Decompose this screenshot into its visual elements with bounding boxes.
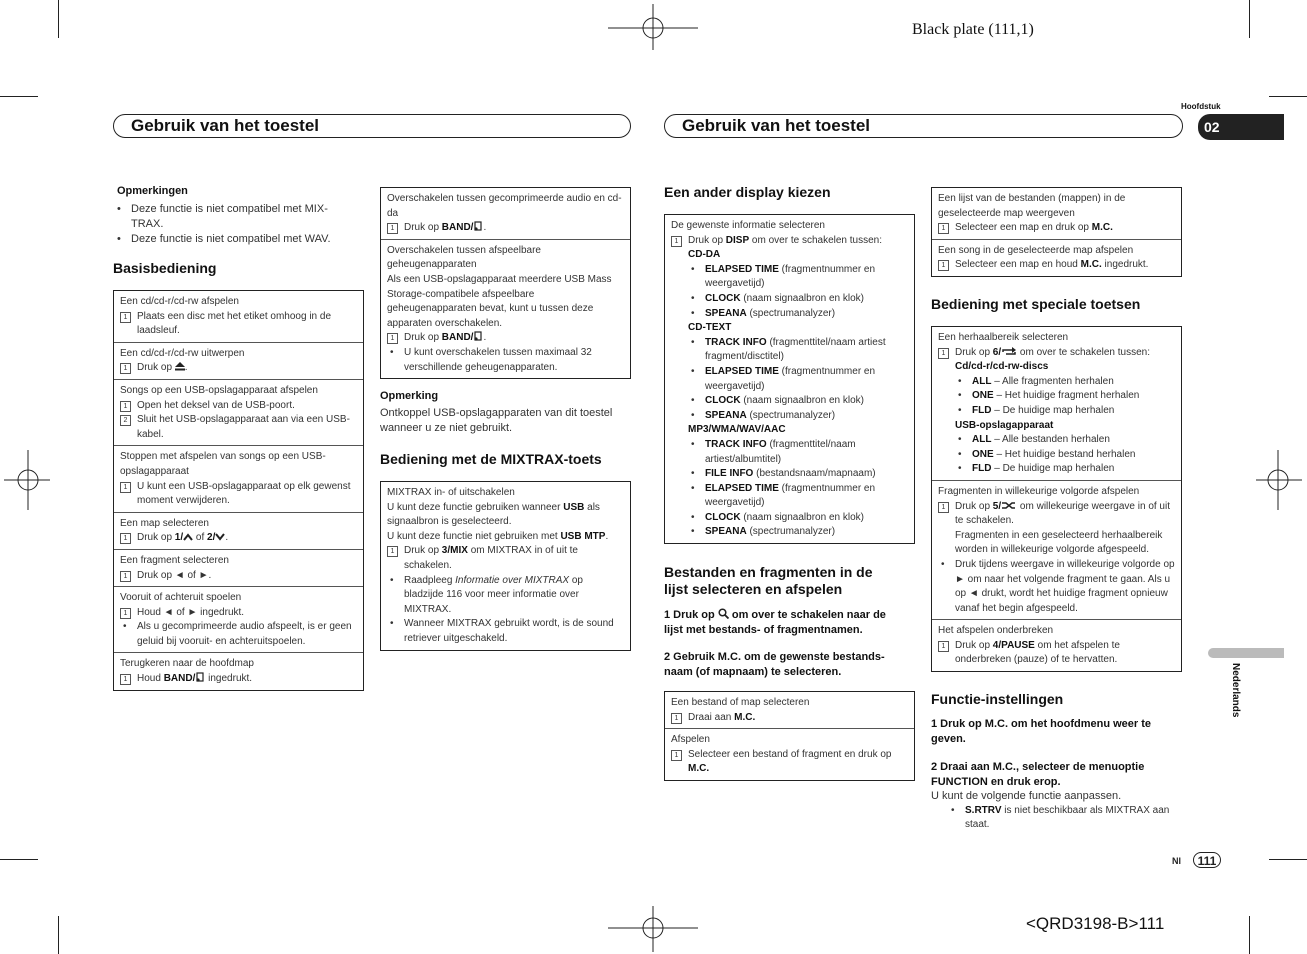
shuffle-icon [1001,501,1017,510]
step-item: 1 Selecteer een map en druk op M.C. [938,221,1175,236]
table-cell [114,652,363,689]
cell-title: Vooruit of achteruit spoelen [120,592,242,604]
item-key: CLOCK [705,511,741,523]
item-text: – Het huidige bestand herhalen [993,448,1136,460]
item-key: ELAPSED TIME [705,482,779,494]
step-number: 1 [387,546,398,557]
item-key: FLD [972,463,992,475]
plate-label: Black plate (111,1) [912,21,1034,38]
chevron-down-icon [215,533,225,541]
list-item [938,389,1175,404]
table-cell [114,445,363,511]
item-key: SPEANA [705,409,747,421]
table-cell [665,215,914,543]
item-text: (spectrumanalyzer) [746,526,836,538]
item-key: SPEANA [705,526,747,538]
step-number: 1 [120,533,131,544]
step-item: 1 U kunt een USB-opslagapparaat op elk gewenst moment verwijderen. [120,480,357,509]
registration-mark-bottom [608,906,698,952]
table-cell [932,327,1181,480]
list-item [671,511,908,526]
instruction-step-1: 1 Druk op om over te schakelen naar de lijst met bestands- of fragmentnamen. [664,609,886,636]
step-number: 1 [671,750,682,761]
bullet-item: • U kunt overschakelen tussen maximaal 32 verschillende geheugenapparaten. [387,346,624,375]
mode-table [380,187,631,379]
step-item: 1 Houd BAND/ ingedrukt. [120,672,357,687]
group-list [671,336,908,424]
step-item: 1 Druk op BAND/ . [387,331,624,346]
table-cell [932,239,1181,276]
item-text: – Het huidige fragment herhalen [993,390,1140,402]
table-cell [932,619,1181,671]
step-number: 1 [671,236,682,247]
step-item: 1 Druk op 6/ om over te schakelen tussen: [938,346,1175,361]
group-list [671,438,908,540]
list-item [671,482,908,511]
step-item: 1 Druk op 1/ of 2/ . [120,531,357,546]
item-text: (fragmentnummer en weergavetijd) [705,482,876,509]
step-item: 1 Druk op . [120,361,357,376]
note-title: Opmerking [380,390,439,402]
notes-list [114,202,349,247]
group-label: USB-opslagapparaat [955,419,1054,431]
item-key: FLD [972,404,992,416]
item-text: – De huidige map herhalen [991,463,1115,475]
table-cell [665,692,914,728]
list-item [671,467,908,482]
item-key: TRACK INFO [705,336,767,348]
note-item: • Deze functie is niet compatibel met MIX-TRAX. [114,202,349,232]
cell-title: Afspelen [671,734,710,746]
section-title-mixtrax: Bediening met de MIXTRAX-toets [380,451,602,467]
list-item [938,433,1175,448]
mixtrax-table [380,481,631,651]
table-cell [114,549,363,586]
step-item: 1 Druk op DISP om over te schakelen tussen: [671,234,908,249]
item-text: – De huidige map herhalen [991,404,1115,416]
step-item: 1 Houd ◄ of ► ingedrukt. [120,606,357,621]
table-cell [932,480,1181,619]
basis-table [113,290,364,691]
step-item: 1 Druk op 4/PAUSE om het afspelen te onderbreken (pauze) of te hervatten. [938,639,1175,668]
section-title-special: Bediening met speciale toetsen [931,296,1141,312]
function-intro: U kunt de volgende functie aanpassen. [931,790,1122,802]
group-label: CD-DA [688,249,721,261]
table-cell [114,342,363,379]
step-number: 1 [120,363,131,374]
item-text: (fragmenttitel/naam artiest/albumtitel) [705,438,856,465]
step-item: 1 Druk op 5/ om willekeurige weergave in of uit te schakelen. [938,500,1175,529]
cell-title: Stoppen met afspelen van songs op een USB-opslagapparaat [120,451,326,477]
step-item: 1 Draai aan M.C. [671,711,908,726]
cell-title: Overschakelen tussen gecomprimeerde audio en cd-da [387,193,622,219]
step-item: 1 Open het deksel van de USB-poort. [120,399,357,414]
registration-mark-top [608,4,698,50]
item-key: CLOCK [705,292,741,304]
chapter-label: Hoofdstuk [1181,102,1221,111]
repeat-icon [1001,347,1017,356]
cell-title: Een cd/cd-r/cd-rw afspelen [120,296,239,307]
language-label: Nederlands [1230,663,1241,718]
step-number: 1 [938,260,949,271]
section-title-basisbediening: Basisbediening [113,260,217,276]
cell-line: U kunt deze functie niet gebruiken met USB MTP. [387,530,609,542]
list-item [671,438,908,467]
item-key: ELAPSED TIME [705,263,779,275]
step-item: 1 Selecteer een map en houd M.C. ingedrukt. [938,258,1175,273]
item-key: ELAPSED TIME [705,365,779,377]
page-number: 111 [1193,852,1221,868]
music-note-icon [473,221,483,231]
page-header-left: Gebruik van het toestel [113,114,631,138]
list-item [938,462,1175,477]
step-item: 1 Druk op BAND/ . [387,221,624,236]
cell-title: Terugkeren naar de hoofdmap [120,658,254,670]
list-item [938,375,1175,390]
cell-title: Een cd/cd-r/cd-rw uitwerpen [120,347,245,359]
folder-table [931,187,1182,277]
bullet-item: • Druk tijdens weergave in willekeurige volgorde op ► om naar het volgende fragment te gaan. Als u op ◄ drukt, wordt het huidige fragment opnieuw vanaf het begin afgespeeld. [938,558,1175,616]
item-text: (spectrumanalyzer) [746,307,836,319]
bullet-item: • Wanneer MIXTRAX gebruikt wordt, is de sound retriever uitgeschakeld. [387,617,624,646]
item-text: (fragmenttitel/naam artiest fragment/disctitel) [705,336,886,363]
document-code: <QRD3198-B>111 [1026,914,1165,933]
step-number: 1 [938,641,949,652]
item-text: (bestandsnaam/mapnaam) [753,468,876,480]
list-item [671,394,908,409]
music-note-icon [473,331,483,341]
cell-title: Een song in de geselecteerde map afspelen [938,244,1134,256]
list-item [671,336,908,365]
search-icon [718,608,729,619]
step-number: 1 [120,401,131,412]
step-number: 1 [938,348,949,359]
step-item: 2 Sluit het USB-opslagapparaat aan via een USB-kabel. [120,413,357,442]
table-cell [381,482,630,650]
item-text: – Alle fragmenten herhalen [991,375,1114,387]
item-key: SPEANA [705,307,747,319]
section-title-functions: Functie-instellingen [931,691,1064,707]
item-key: CLOCK [705,395,741,407]
item-key: ONE [972,448,994,460]
registration-mark-left [4,450,50,510]
music-note-icon [195,672,205,682]
cell-title: Een bestand of map selecteren [671,697,810,708]
item-text: (naam signaalbron en klok) [740,511,864,523]
registration-mark-right [1256,450,1302,510]
cell-title: Songs op een USB-opslagapparaat afspelen [120,384,318,396]
group-list [938,433,1175,477]
step-item: 1 Plaats een disc met het etiket omhoog in de laadsleuf. [120,310,357,339]
cell-title: Een herhaalbereik selecteren [938,332,1069,343]
item-text: (naam signaalbron en klok) [740,292,864,304]
bullet-item: • Als u gecomprimeerde audio afspeelt, is er geen geluid bij vooruit- en achteruitspoelen. [120,620,357,649]
step-number: 1 [938,223,949,234]
step-number: 1 [387,333,398,344]
function-step-2: 2 Draai aan M.C., selecteer de menuoptie FUNCTION en druk erop. [931,761,1145,788]
cell-title: Een lijst van de bestanden (mappen) in de geselecteerde map weergeven [938,193,1126,219]
cell-title: Overschakelen tussen afspeelbare geheugenapparaten [387,244,541,271]
table-cell [665,728,914,780]
cell-title: Een fragment selecteren [120,554,229,566]
step-item: 1 Druk op 3/MIX om MIXTRAX in of uit te schakelen. [387,544,624,573]
list-item [671,263,908,292]
language-bar [1208,648,1284,658]
item-key: TRACK INFO [705,438,767,450]
table-cell [114,379,363,445]
item-text: – Alle bestanden herhalen [991,434,1110,446]
table-cell [114,512,363,549]
notes-title: Opmerkingen [117,185,188,197]
list-item [671,409,908,424]
chevron-up-icon [183,533,193,541]
step-number: 1 [120,674,131,685]
list-item [671,525,908,540]
special-table [931,326,1182,672]
step-number: 1 [671,713,682,724]
group-label: MP3/WMA/WAV/AAC [688,424,786,436]
list-item [671,365,908,394]
step-item: 1 Selecteer een bestand of fragment en druk op M.C. [671,748,908,777]
list-item [671,292,908,307]
step-number: 1 [120,608,131,619]
note-item: • Deze functie is niet compatibel met WAV. [114,232,349,247]
cell-title: MIXTRAX in- of uitschakelen [387,487,515,498]
item-text: (spectrumanalyzer) [746,409,836,421]
table-cell [114,586,363,652]
step-number: 1 [120,571,131,582]
footer-language: Nl [1172,856,1181,866]
instruction-step-2: 2 Gebruik M.C. om de gewenste bestands- naam (of mapnaam) te selecteren. [664,651,885,678]
cell-description: Als een USB-opslagapparaat meerdere USB Mass Storage-compatibele afspeelbare geheugenapparaten bevat, kunt u tussen deze apparaten overschakelen. [387,273,612,329]
group-list [671,263,908,321]
step-number: 1 [387,223,398,234]
cell-title: Fragmenten in willekeurige volgorde afspelen [938,485,1140,497]
step-item: 1 Druk op ◄ of ►. [120,569,357,584]
group-label: Cd/cd-r/cd-rw-discs [955,361,1049,373]
note-text: Ontkoppel USB-opslagapparaten van dit toestel wanneer u ze niet gebruikt. [380,407,613,434]
display-table [664,214,915,544]
cell-line: U kunt deze functie gebruiken wanneer USB als signaalbron is geselecteerd. [387,501,600,528]
step-number: 2 [120,415,131,426]
list-table [664,691,915,781]
group-list [938,375,1175,419]
table-cell [381,239,630,378]
bullet-item: • Raadpleeg Informatie over MIXTRAX op bladzijde 116 voor meer informatie over MIXTRAX. [387,574,624,618]
step-number: 1 [938,502,949,513]
section-title-display: Een ander display kiezen [664,184,831,200]
item-key: ALL [972,375,992,387]
group-label: CD-TEXT [688,322,732,334]
eject-icon [175,362,185,371]
step-number: 1 [120,312,131,323]
item-text: (fragmentnummer en weergavetijd) [705,365,876,392]
list-item [671,307,908,322]
list-item [938,404,1175,419]
function-step-1: 1 Druk op M.C. om het hoofdmenu weer te geven. [931,718,1152,745]
step-number: 1 [120,482,131,493]
function-note: • S.RTRV is niet beschikbaar als MIXTRAX aan staat. [931,804,1183,832]
cell-title: Het afspelen onderbreken [938,625,1054,637]
section-title-lists: Bestanden en fragmenten in de lijst selecteren en afspelen [664,564,873,597]
chapter-tab: 02 [1198,114,1284,140]
item-text: (fragmentnummer en weergavetijd) [705,263,876,290]
table-cell [114,291,363,342]
table-cell [381,188,630,239]
item-text: (naam signaalbron en klok) [740,395,864,407]
item-key: ALL [972,434,992,446]
cell-title: Een map selecteren [120,517,209,529]
item-key: FILE INFO [705,468,754,480]
step-detail: Fragmenten in een geselecteerd herhaalbereik worden in willekeurige volgorde afgespeeld. [955,529,1163,556]
item-key: ONE [972,390,994,402]
table-cell [932,188,1181,239]
cell-title: De gewenste informatie selecteren [671,220,825,231]
page-header-right: Gebruik van het toestel [664,114,1183,138]
list-item [938,448,1175,463]
